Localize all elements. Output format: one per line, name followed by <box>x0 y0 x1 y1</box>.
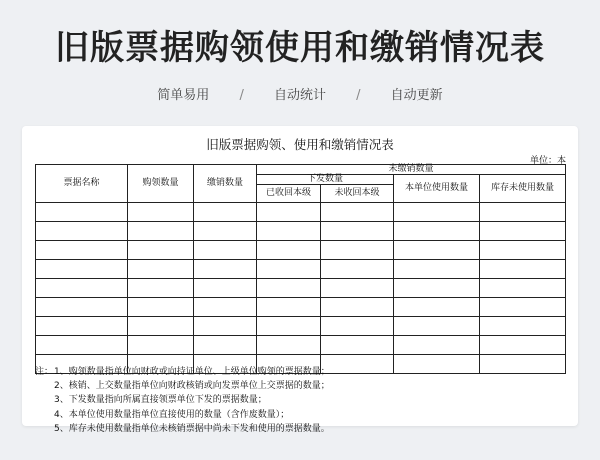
feature-tags <box>0 84 600 103</box>
table-cell <box>321 203 394 222</box>
table-cell <box>128 203 194 222</box>
table-cell <box>194 317 257 336</box>
tag-separator: / <box>356 88 361 103</box>
unit-label: 单位：本 <box>529 156 566 166</box>
table-cell <box>321 241 394 260</box>
table-cell <box>480 260 566 279</box>
table-cell <box>194 203 257 222</box>
table-cell <box>480 241 566 260</box>
header-issued-group: 下发数量 <box>257 175 394 185</box>
table-row <box>36 203 566 222</box>
header-unrecovered: 未收回本级 <box>321 185 394 203</box>
header-purchased: 购领数量 <box>128 165 194 203</box>
note-line: 2、核销、上交数量指单位向财政核销或向发票单位上交票据的数量； <box>54 381 330 392</box>
table-cell <box>36 298 128 317</box>
header-recovered: 已收回本级 <box>257 185 321 203</box>
table-cell <box>194 298 257 317</box>
table-cell <box>257 222 321 241</box>
table-cell <box>394 222 480 241</box>
table-cell <box>257 260 321 279</box>
note-line: 4、本单位使用数量指单位直接使用的数量（含作废数量）； <box>54 409 290 420</box>
note-line: 3、下发数量指向所属直接领票单位下发的票据数量； <box>54 395 267 406</box>
table-cell <box>480 222 566 241</box>
table-cell <box>128 298 194 317</box>
table-cell <box>480 336 566 355</box>
header-ticket-name: 票据名称 <box>36 165 128 203</box>
table-cell <box>194 241 257 260</box>
table-cell <box>394 279 480 298</box>
document-title: 旧版票据购领、使用和缴销情况表 <box>206 137 394 152</box>
header-self-used: 本单位使用数量 <box>394 175 480 203</box>
table-cell <box>394 203 480 222</box>
table-cell <box>394 317 480 336</box>
header-unsold-group: 未缴销数量 <box>257 165 566 175</box>
table-cell <box>128 279 194 298</box>
ticket-table <box>35 164 566 374</box>
table-cell <box>394 336 480 355</box>
table-cell <box>36 279 128 298</box>
note-line: 5、库存未使用数量指单位未核销票据中尚未下发和使用的票据数量。 <box>54 423 330 434</box>
notes-label: 注： <box>35 367 54 377</box>
table-cell <box>321 317 394 336</box>
table-row <box>36 279 566 298</box>
table-cell <box>480 317 566 336</box>
tag-separator: / <box>239 88 244 103</box>
table-cell <box>394 260 480 279</box>
table-cell <box>321 336 394 355</box>
document-preview <box>22 126 578 434</box>
table-row <box>36 317 566 336</box>
table-cell <box>257 203 321 222</box>
table-cell <box>128 260 194 279</box>
table-body <box>36 203 566 374</box>
header-stock-unused: 库存未使用数量 <box>480 175 566 203</box>
table-cell <box>128 222 194 241</box>
header-cancelled: 缴销数量 <box>194 165 257 203</box>
table-row <box>36 298 566 317</box>
table-row <box>36 241 566 260</box>
table-row <box>36 260 566 279</box>
table-cell <box>257 317 321 336</box>
table-cell <box>394 241 480 260</box>
table-cell <box>194 260 257 279</box>
table-cell <box>257 279 321 298</box>
table-cell <box>394 298 480 317</box>
page-title: 旧版票据购领使用和缴销情况表 <box>55 28 545 68</box>
table-cell <box>128 241 194 260</box>
table-cell <box>257 336 321 355</box>
tag-easy-to-use: 简单易用 <box>157 88 210 103</box>
note-text: 1、购领数量指单位向财政或向持证单位、上级单位购领的票据数量； <box>54 367 330 377</box>
table-cell <box>36 203 128 222</box>
table-cell <box>480 203 566 222</box>
table-cell <box>36 260 128 279</box>
table-cell <box>128 317 194 336</box>
table-row <box>36 336 566 355</box>
tag-auto-statistics: 自动统计 <box>273 88 326 103</box>
note-line <box>35 365 570 379</box>
notes <box>35 365 570 436</box>
table-cell <box>480 298 566 317</box>
tag-auto-update: 自动更新 <box>390 88 443 103</box>
table-cell <box>194 279 257 298</box>
table-cell <box>36 241 128 260</box>
table-cell <box>321 298 394 317</box>
table-cell <box>36 336 128 355</box>
table-cell <box>321 260 394 279</box>
table-cell <box>36 222 128 241</box>
table-cell <box>257 241 321 260</box>
table-cell <box>321 222 394 241</box>
table-cell <box>257 298 321 317</box>
table-cell <box>128 336 194 355</box>
table-cell <box>194 336 257 355</box>
table-row <box>36 222 566 241</box>
table-cell <box>194 222 257 241</box>
table-cell <box>321 279 394 298</box>
table-cell <box>36 317 128 336</box>
table-cell <box>480 279 566 298</box>
